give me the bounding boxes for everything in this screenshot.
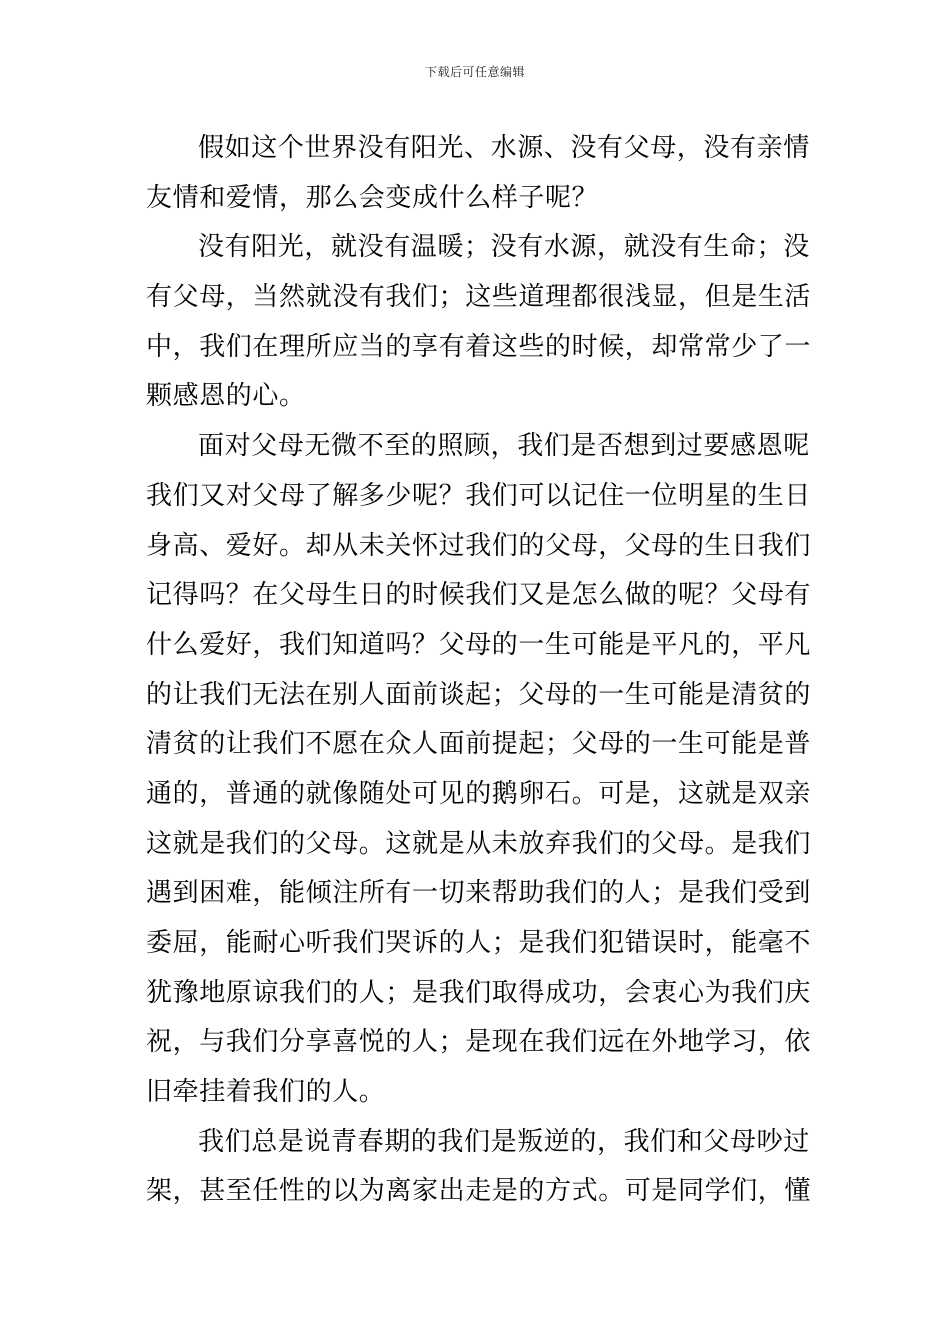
text-line: 通的，普通的就像随处可见的鹅卵石。可是，这就是双亲 [146,778,812,809]
text-line: 遇到困难，能倾注所有一切来帮助我们的人；是我们受到 [146,878,812,909]
text-line: 旧牵挂着我们的人。 [146,1077,386,1108]
paragraph-4 [146,1118,812,1217]
text-line: 什么爱好，我们知道吗？父母的一生可能是平凡的，平凡 [146,629,812,660]
text-line: 架，甚至任性的以为离家出走是的方式。可是同学们，懂 [146,1176,812,1207]
page-header: 下载后可任意编辑 [424,65,525,79]
text-line: 有父母，当然就没有我们；这些道理都很浅显，但是生活 [146,282,812,313]
text-line: 中，我们在理所应当的享有着这些的时候，却常常少了一 [146,331,812,362]
paragraph-1 [146,124,808,223]
text-line: 清贫的让我们不愿在众人面前提起；父母的一生可能是普 [146,729,812,760]
text-line: 颗感恩的心。 [146,381,306,412]
text-line: 假如这个世界没有阳光、水源、没有父母，没有亲情 [198,133,810,163]
text-line: 我们又对父母了解多少呢？我们可以记住一位明星的生日 [146,480,812,511]
paragraph-2 [146,223,812,422]
text-line: 身高、爱好。却从未关怀过我们的父母，父母的生日我们 [146,530,812,561]
text-line: 友情和爱情，那么会变成什么样子呢？ [146,182,599,213]
text-line: 犹豫地原谅我们的人；是我们取得成功，会衷心为我们庆 [146,977,812,1008]
text-line: 面对父母无微不至的照顾，我们是否想到过要感恩呢 [198,431,810,462]
text-line: 没有阳光，就没有温暖；没有水源，就没有生命；没 [198,232,810,263]
document-body [146,124,812,1217]
text-line: 祝，与我们分享喜悦的人；是现在我们远在外地学习，依 [146,1027,812,1058]
text-line: 委屈，能耐心听我们哭诉的人；是我们犯错误时，能毫不 [146,928,812,958]
text-line: 这就是我们的父母。这就是从未放弃我们的父母。是我们 [146,828,812,859]
text-line: 记得吗？在父母生日的时候我们又是怎么做的呢？父母有 [146,580,812,611]
text-line: 的让我们无法在别人面前谈起；父母的一生可能是清贫的 [146,679,812,710]
text-line: 我们总是说青春期的我们是叛逆的，我们和父母吵过 [198,1126,810,1157]
paragraph-3 [146,422,812,1118]
